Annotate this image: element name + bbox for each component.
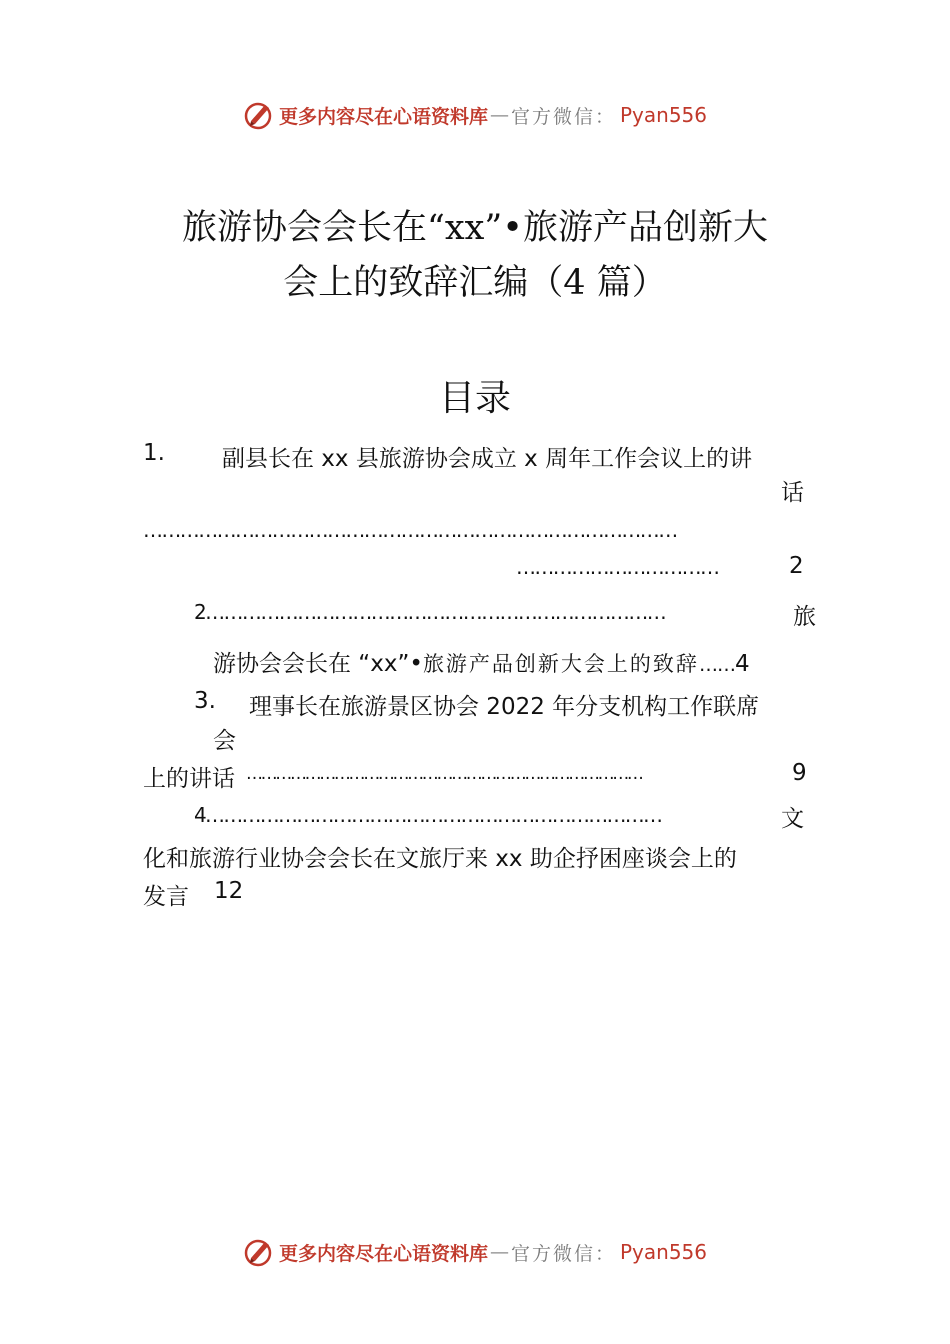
watermark-official: 官方微信： bbox=[510, 1242, 616, 1265]
toc-item1-number: 1. bbox=[143, 440, 165, 466]
watermark-wechat-id: Pyan556 bbox=[620, 1240, 708, 1264]
toc-item1-page[interactable]: 2 bbox=[789, 553, 804, 579]
toc-item2-char-end[interactable]: 旅 bbox=[793, 604, 816, 630]
toc-item3-text-line1[interactable]: 理事长在旅游景区协会 2022 年分支机构工作联席 bbox=[249, 694, 760, 720]
document-title-line2: 会上的致辞汇编（4 篇） bbox=[283, 263, 667, 303]
toc-item1-dots-line1: …………………………………………………………………………… bbox=[143, 518, 677, 542]
document-title-line1: 旅游协会会长在“xx”•旅游产品创新大 bbox=[182, 208, 768, 248]
watermark-top bbox=[0, 95, 950, 135]
toc-item2-line2[interactable] bbox=[213, 645, 750, 678]
pen-badge-icon bbox=[243, 1236, 275, 1268]
toc-item1-text-line1[interactable]: 副县长在 xx 县旅游协会成立 x 周年工作会议上的讲 bbox=[222, 446, 753, 472]
toc-item4-page[interactable]: 12 bbox=[214, 878, 244, 904]
toc-item4-number-dots: 4………………………………………………………………… bbox=[194, 803, 662, 827]
toc-item3-number: 3. bbox=[194, 688, 216, 714]
pen-badge-icon bbox=[243, 99, 275, 131]
toc-heading: 目录 bbox=[438, 378, 511, 419]
toc-item2-line2-dots: …… bbox=[698, 654, 735, 676]
toc-item4-text-line3[interactable]: 发言 bbox=[143, 884, 189, 910]
toc-item1-text-line2[interactable]: 话 bbox=[781, 480, 804, 506]
toc-item4-text-line2[interactable]: 化和旅游行业协会会长在文旅厅来 xx 助企抒困座谈会上的 bbox=[143, 846, 737, 872]
toc-item2-line2-a: 游协会会长在 “xx”• bbox=[213, 651, 423, 677]
toc-item3-text-line2[interactable]: 会 bbox=[213, 728, 236, 754]
watermark-bottom bbox=[0, 1232, 950, 1272]
watermark-official: 官方微信： bbox=[510, 105, 616, 128]
watermark-wechat-id: Pyan556 bbox=[620, 103, 708, 127]
toc-item2-page: 4 bbox=[734, 651, 750, 677]
toc-item2-number-dots: 2………………………………………………………………… bbox=[194, 600, 666, 624]
toc-item4-char-end[interactable]: 文 bbox=[781, 806, 804, 832]
toc-item1-dots-line2: …………………………… bbox=[516, 555, 719, 579]
toc-item3-text-line3[interactable]: 上的讲话 bbox=[143, 766, 235, 792]
toc-item2-line2-b: 旅游产品创新大会上的致辞 bbox=[422, 652, 699, 676]
watermark-dash: — bbox=[489, 1241, 509, 1263]
watermark-dash: — bbox=[489, 104, 509, 126]
toc-item3-page[interactable]: 9 bbox=[792, 760, 807, 786]
toc-item3-dots: ……………………………………………………………………… bbox=[246, 764, 642, 784]
watermark-brand: 更多内容尽在心语资料库 bbox=[278, 1242, 488, 1265]
watermark-brand: 更多内容尽在心语资料库 bbox=[278, 105, 488, 128]
